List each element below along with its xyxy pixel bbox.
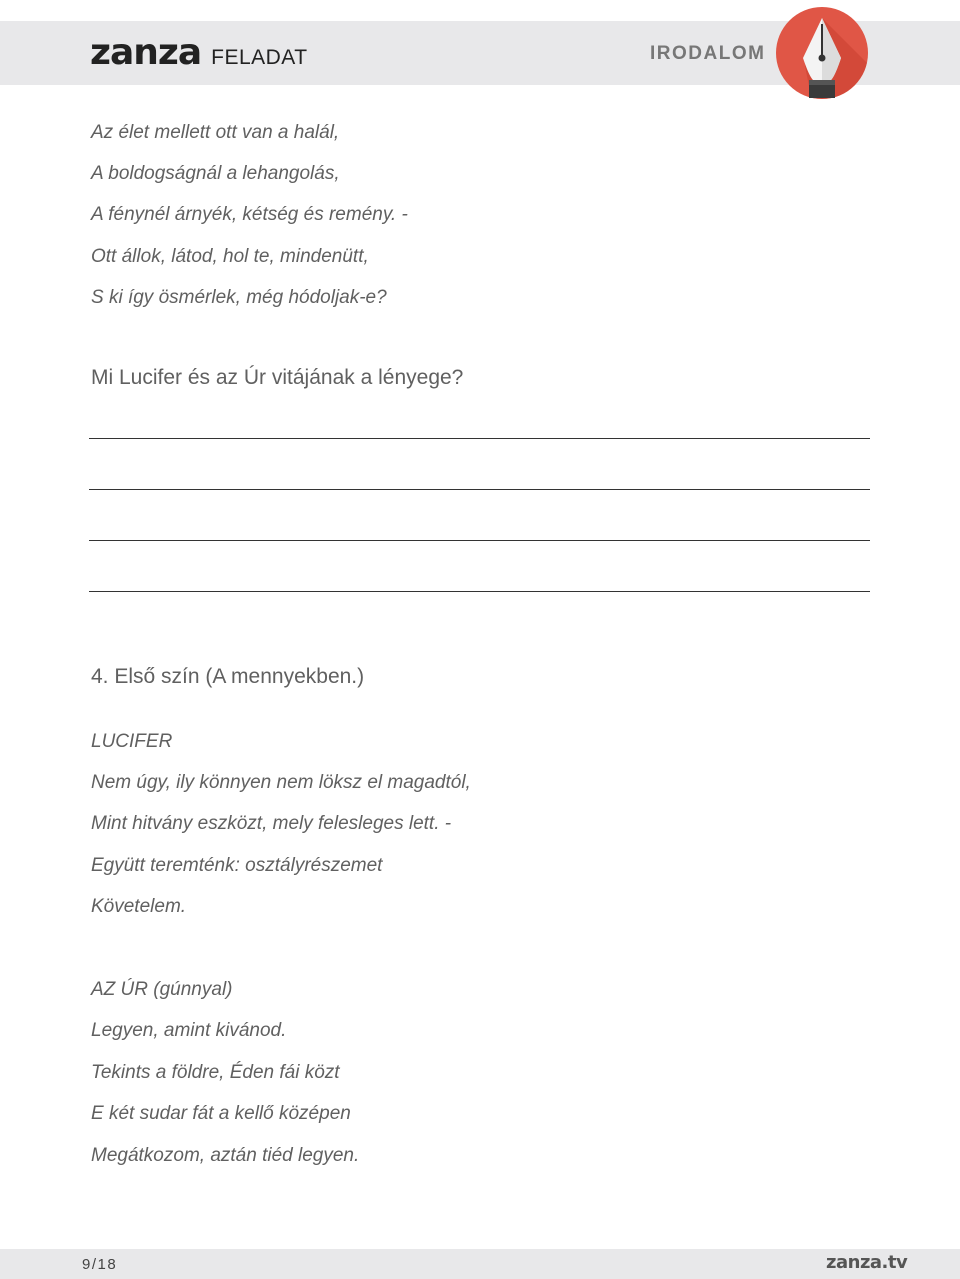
poem-line: E két sudar fát a kellő középen [91,1103,351,1124]
question-text: Mi Lucifer és az Úr vitájának a lényege? [91,366,464,389]
poem-line: Nem úgy, ily könnyen nem löksz el magadtól, [91,772,471,793]
speaker-ur: AZ ÚR (gúnnyal) [91,979,233,1000]
poem-line: Megátkozom, aztán tiéd legyen. [91,1145,360,1166]
logo-subtitle: FELADAT [211,46,308,69]
poem-line: A boldogságnál a lehangolás, [91,163,340,184]
poem-line: Mint hitvány eszközt, mely felesleges lett. - [91,813,452,834]
poem-line: Együtt teremténk: osztályrészemet [91,855,383,876]
footer-logo: zanza.tv [826,1252,908,1273]
footer-bar [0,1249,960,1279]
speaker-lucifer: LUCIFER [91,731,173,752]
poem-line: Legyen, amint kivánod. [91,1020,287,1041]
answer-line[interactable] [89,489,870,490]
task-title: 4. Első szín (A mennyekben.) [91,665,365,688]
poem-line: Követelem. [91,896,187,917]
answer-line[interactable] [89,438,870,439]
poem-line: Az élet mellett ott van a halál, [91,122,340,143]
subject-label: IRODALOM [650,43,766,64]
poem-line: A fénynél árnyék, kétség és remény. - [91,204,408,225]
page-number: 9/18 [82,1256,118,1273]
poem-line: Ott állok, látod, hol te, mindenütt, [91,246,369,267]
answer-line[interactable] [89,591,870,592]
fountain-pen-icon [775,6,869,100]
zanza-logo [90,32,308,73]
poem-line: S ki így ösmérlek, még hódoljak-e? [91,287,387,308]
logo-wordmark: zanza [90,32,202,73]
answer-line[interactable] [89,540,870,541]
poem-line: Tekints a földre, Éden fái közt [91,1062,340,1083]
